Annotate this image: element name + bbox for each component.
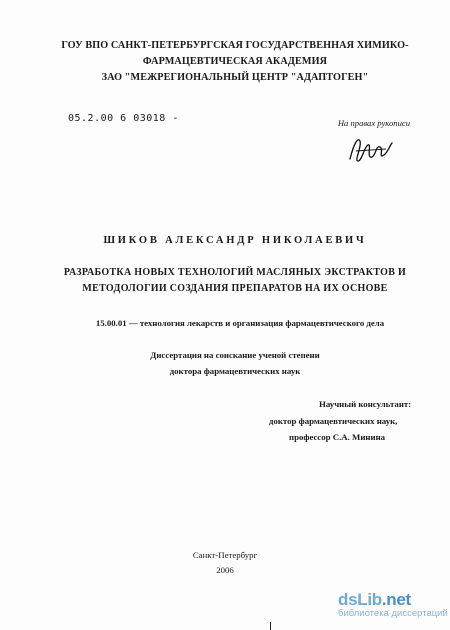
degree-line-2: доктора фармацевтических наук — [169, 366, 301, 376]
degree-line-1: Диссертация на соискание ученой степени — [150, 350, 320, 360]
org-line-1: ГОУ ВПО САНКТ-ПЕТЕРБУРГСКАЯ ГОСУДАРСТВЕННАЯ ХИМИКО- — [61, 40, 409, 51]
org-line-3: ЗАО "МЕЖРЕГИОНАЛЬНЫЙ ЦЕНТР "АДАПТОГЕН" — [101, 72, 369, 83]
organization-header — [40, 38, 430, 86]
author-name: ШИКОВ АЛЕКСАНДР НИКОЛАЕВИЧ — [103, 235, 367, 246]
rights-note: На правах рукописи — [337, 118, 410, 128]
year: 2006 — [216, 565, 234, 575]
signature-image — [346, 133, 396, 167]
watermark-logo-main: dsLib — [338, 590, 382, 609]
scientific-consultant — [238, 396, 438, 446]
org-line-2: ФАРМАЦЕВТИЧЕСКАЯ АКАДЕМИЯ — [142, 56, 328, 67]
consultant-degree: доктор фармацевтических наук, — [269, 415, 398, 426]
place-and-year — [0, 548, 450, 578]
degree-statement — [40, 347, 430, 379]
watermark — [338, 590, 448, 619]
watermark-logo — [338, 590, 448, 610]
watermark-logo-tld: .net — [381, 590, 411, 609]
specialty-code: 15.00.01 — технология лекарств и организация фармацевтического дела — [95, 318, 385, 328]
consultant-name: профессор С.А. Минина — [289, 432, 386, 442]
city: Санкт-Петербург — [192, 550, 258, 560]
consultant-label: Научный консультант: — [319, 399, 412, 409]
title-line-2: МЕТОДОЛОГИИ СОЗДАНИЯ ПРЕПАРАТОВ НА ИХ ОСНОВЕ — [82, 283, 388, 294]
title-line-1: РАЗРАБОТКА НОВЫХ ТЕХНОЛОГИЙ МАСЛЯНЫХ ЭКСТРАКТОВ И — [63, 267, 407, 278]
dissertation-title — [40, 265, 430, 297]
library-stamp: 05.2.00 6 03018 - — [68, 113, 179, 124]
watermark-subtitle: библиотека диссертаций — [338, 608, 448, 619]
scan-artifact — [270, 622, 271, 630]
